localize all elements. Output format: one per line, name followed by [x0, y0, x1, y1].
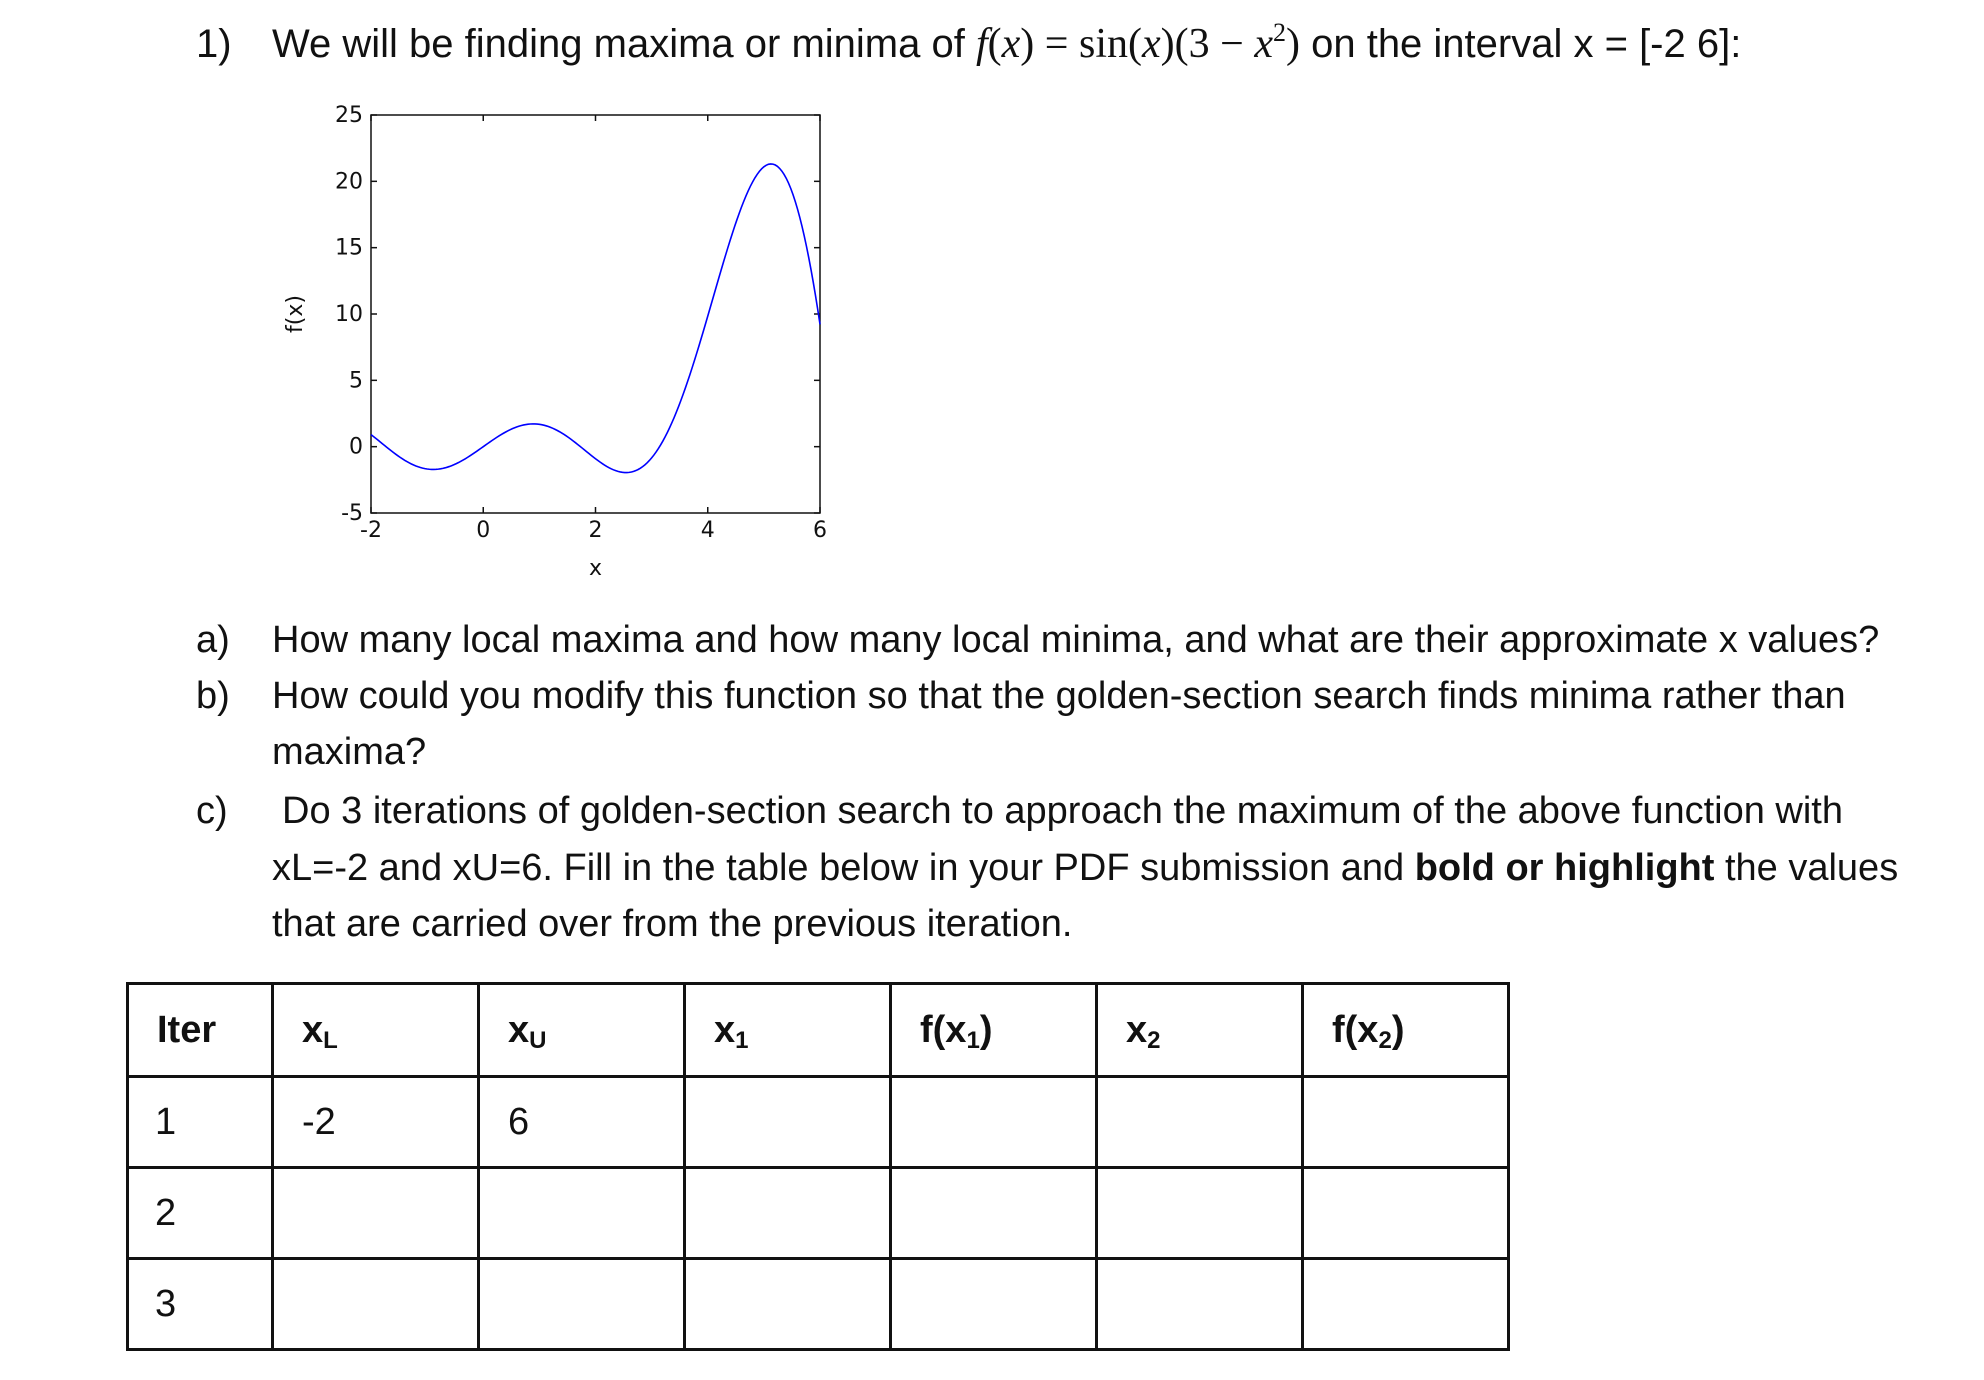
- x-tick-label: -2: [360, 518, 382, 543]
- cell-xu[interactable]: 6: [479, 1077, 685, 1168]
- x-tick-label: 2: [588, 518, 603, 543]
- header-iter: Iter: [128, 984, 273, 1077]
- part-a: [196, 612, 1879, 668]
- part-b-label: b): [196, 675, 230, 717]
- y-axis-label: f(x): [283, 295, 308, 333]
- cell-x2[interactable]: [1097, 1077, 1303, 1168]
- part-c-line3: that are carried over from the previous iteration.: [272, 903, 1073, 945]
- part-b-continuation: maxima?: [272, 731, 427, 773]
- cell-x2[interactable]: [1097, 1168, 1303, 1259]
- y-tick-label: 25: [335, 103, 363, 128]
- table-row: [128, 1168, 1509, 1259]
- header-xl: $x_L$: [273, 984, 479, 1077]
- golden-section-table: [126, 982, 1510, 1351]
- cell-x1[interactable]: [685, 1077, 891, 1168]
- cell-xl[interactable]: [273, 1259, 479, 1350]
- part-c: [196, 783, 1843, 839]
- function-plot: [260, 95, 980, 595]
- table-header-row: [128, 984, 1509, 1077]
- cell-iter: 1: [128, 1077, 273, 1168]
- cell-x1[interactable]: [685, 1259, 891, 1350]
- cell-xl[interactable]: [273, 1168, 479, 1259]
- cell-x2[interactable]: [1097, 1259, 1303, 1350]
- x-tick-label: 4: [700, 518, 715, 543]
- table-row: [128, 1077, 1509, 1168]
- y-tick-label: 15: [335, 235, 363, 261]
- cell-fx2[interactable]: [1303, 1168, 1509, 1259]
- header-x1: $x_1$: [685, 984, 891, 1077]
- header-xu: $x_U$: [479, 984, 685, 1077]
- part-c-bold-text: bold or highlight: [1414, 847, 1715, 889]
- y-tick-label: 5: [349, 368, 363, 394]
- x-tick-label: 6: [813, 518, 827, 543]
- cell-fx1[interactable]: [891, 1077, 1097, 1168]
- cell-fx1[interactable]: [891, 1168, 1097, 1259]
- header-fx2: $f(x_2)$: [1303, 984, 1509, 1077]
- y-tick-label: 0: [349, 434, 363, 460]
- part-a-text: How many local maxima and how many local minima, and what are their approximate x values?: [272, 619, 1880, 661]
- cell-xu[interactable]: [479, 1259, 685, 1350]
- cell-xu[interactable]: [479, 1168, 685, 1259]
- question-heading: [196, 20, 1741, 68]
- y-tick-label: 20: [335, 169, 363, 195]
- function-formula: $f(x) = \sin(x)(3 - x^2)$: [975, 18, 1300, 67]
- x-tick-label: 0: [476, 518, 491, 543]
- cell-xl[interactable]: -2: [273, 1077, 479, 1168]
- y-tick-label: -5: [341, 501, 363, 526]
- y-tick-label: 10: [335, 302, 363, 327]
- header-fx1: $f(x_1)$: [891, 984, 1097, 1077]
- part-b-text: How could you modify this function so that the golden-section search finds minima rather than: [272, 675, 1846, 717]
- part-c-text: Do 3 iterations of golden-section search to approach the maximum of the above function with: [282, 790, 1843, 832]
- cell-x1[interactable]: [685, 1168, 891, 1259]
- interval-text: on the interval x = [-2 6]:: [1311, 22, 1742, 66]
- part-c-line2-pre: xL=-2 and xU=6. Fill in the table below in your PDF submission and: [272, 847, 1405, 889]
- part-c-line2: [272, 840, 1898, 896]
- part-c-label: c): [196, 790, 228, 832]
- question-number: 1): [196, 22, 232, 66]
- cell-iter: 3: [128, 1259, 273, 1350]
- x-axis-label: x: [588, 556, 603, 581]
- cell-fx1[interactable]: [891, 1259, 1097, 1350]
- plot-series: [371, 164, 820, 473]
- plot-frame: [371, 115, 820, 513]
- question-intro: We will be finding maxima or minima of: [272, 22, 965, 66]
- series-line: [371, 164, 820, 473]
- header-x2: $x_2$: [1097, 984, 1303, 1077]
- table-row: [128, 1259, 1509, 1350]
- part-b: [196, 668, 1846, 724]
- cell-fx2[interactable]: [1303, 1077, 1509, 1168]
- plot-axes: [335, 103, 827, 543]
- part-c-line2-post: the values: [1724, 847, 1899, 889]
- cell-fx2[interactable]: [1303, 1259, 1509, 1350]
- cell-iter: 2: [128, 1168, 273, 1259]
- part-a-label: a): [196, 619, 230, 661]
